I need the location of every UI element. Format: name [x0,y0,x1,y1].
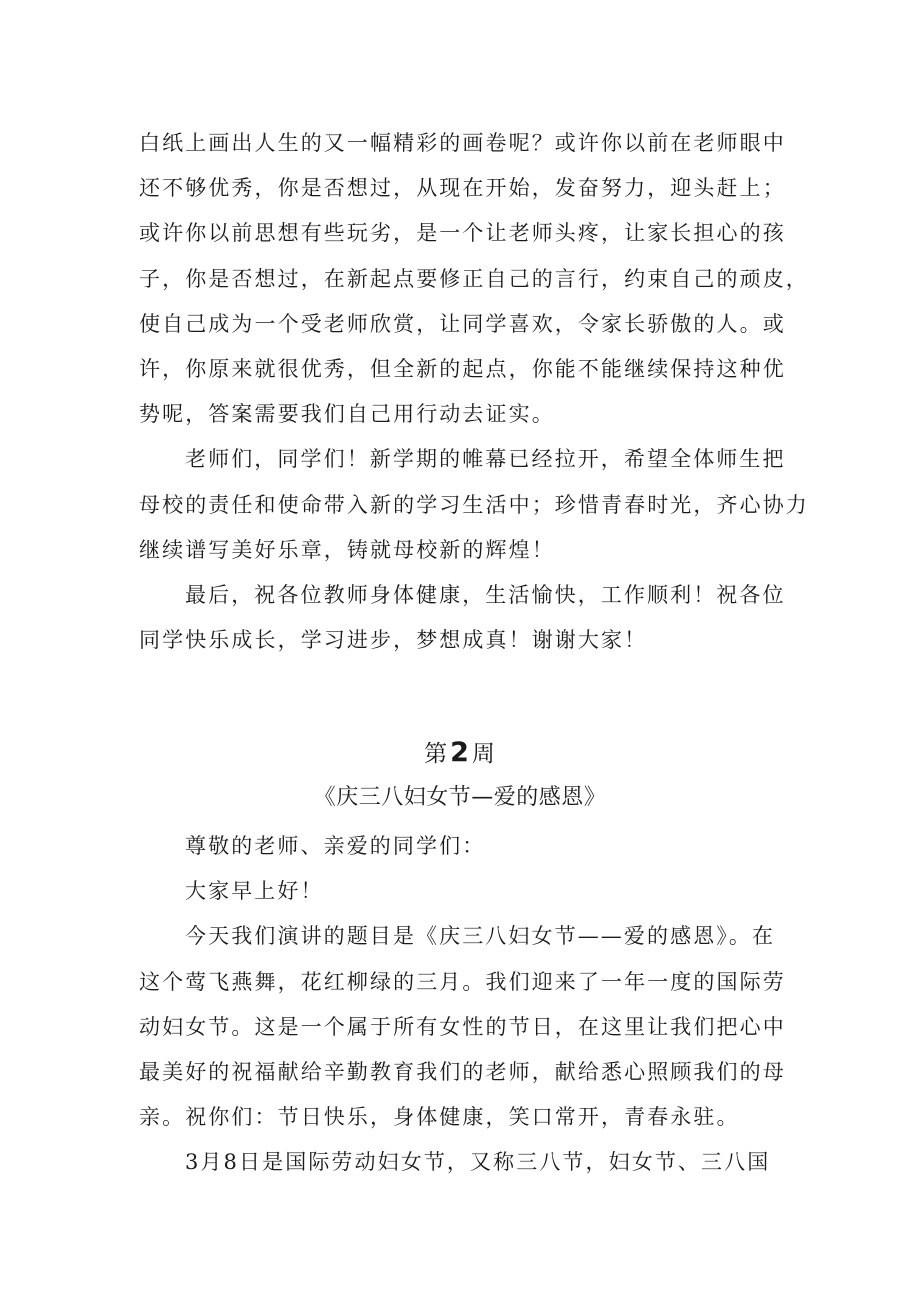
paragraph-line: 动妇女节。这是一个属于所有女性的节日，在这里让我们把心中 [139,1014,786,1039]
greeting-line: 大家早上好！ [185,879,324,904]
week-heading [0,736,920,771]
paragraph-line: 母校的责任和使命带入新的学习生活中；珍惜青春时光，齐心协力 [139,492,809,517]
paragraph-line: 势呢，答案需要我们自己用行动去证实。 [139,402,555,427]
week-heading-prefix: 第 [424,741,449,767]
paragraph-line: 亲。祝你们：节日快乐，身体健康，笑口常开，青春永驻。 [139,1105,740,1130]
paragraph-line: 同学快乐成长，学习进步，梦想成真！谢谢大家！ [139,628,648,653]
paragraph-line: 使自己成为一个受老师欣赏，让同学喜欢，令家长骄傲的人。或 [139,311,786,336]
paragraph-line: 这个莺飞燕舞，花红柳绿的三月。我们迎来了一年一度的国际劳 [139,969,786,994]
paragraph-line: 许，你原来就很优秀，但全新的起点，你能不能继续保持这种优 [139,357,786,382]
week-number: 2 [450,737,470,768]
speech-closing-section [139,121,809,663]
paragraph-line: 老师们，同学们！新学期的帷幕已经拉开，希望全体师生把 [185,447,786,472]
paragraph-line: 或许你以前思想有些玩劣，是一个让老师头疼，让家长担心的孩 [139,221,786,246]
paragraph-line: 3月8日是国际劳动妇女节，又称三八节，妇女节、三八国 [185,1150,771,1175]
paragraph-line: 子，你是否想过，在新起点要修正自己的言行，约束自己的顽皮， [139,266,809,291]
speech-title: 《庆三八妇女节—爱的感恩》 [313,785,607,810]
paragraph-line: 继续谱写美好乐章，铸就母校新的辉煌！ [139,537,555,562]
paragraph-line: 还不够优秀，你是否想过，从现在开始，发奋努力，迎头赶上； [139,176,786,201]
paragraph-line: 白纸上画出人生的又一幅精彩的画卷呢？或许你以前在老师眼中 [139,131,786,155]
paragraph-line: 最后，祝各位教师身体健康，生活愉快，工作顺利！祝各位 [185,583,786,608]
speech-body-section [139,824,799,1186]
salutation-line: 尊敬的老师、亲爱的同学们： [185,834,486,858]
week-heading-suffix: 周 [471,741,496,767]
paragraph-line: 最美好的祝福献给辛勤教育我们的老师，献给悉心照顾我们的母 [139,1060,786,1085]
paragraph-line: 今天我们演讲的题目是《庆三八妇女节——爱的感恩》。在 [185,924,776,949]
